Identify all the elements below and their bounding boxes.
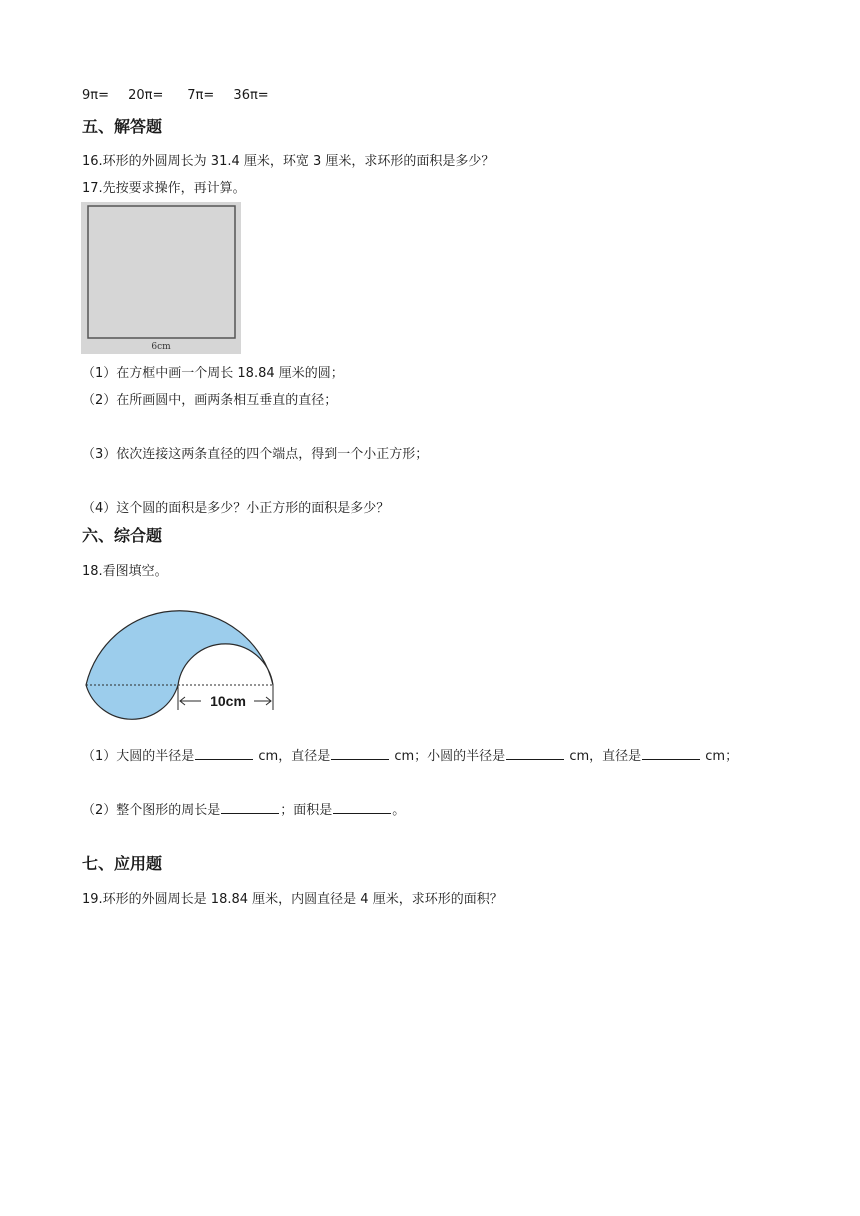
question-16: 16.环形的外圆周长为 31.4 厘米，环宽 3 厘米，求环形的面积是多少？ bbox=[82, 154, 495, 169]
question-17: 17.先按要求操作，再计算。 bbox=[82, 181, 246, 196]
step-4: （4）这个圆的面积是多少？小正方形的面积是多少？ bbox=[82, 501, 390, 516]
pi-expr: 20π= bbox=[128, 88, 164, 103]
answer-blank[interactable] bbox=[221, 801, 279, 814]
fill-text: cm，直径是 bbox=[565, 749, 642, 764]
section-heading: 七、应用题 bbox=[82, 854, 163, 873]
answer-blank[interactable] bbox=[331, 747, 389, 760]
crescent-figure bbox=[80, 585, 285, 733]
step-3: （3）依次连接这两条直径的四个端点，得到一个小正方形； bbox=[82, 447, 429, 462]
fill-text: ；面积是 bbox=[280, 803, 333, 818]
section-heading: 五、解答题 bbox=[82, 117, 163, 136]
fill-text: cm； bbox=[701, 749, 739, 764]
answer-blank[interactable] bbox=[333, 801, 391, 814]
fill-line-2 bbox=[82, 799, 405, 818]
pi-expr: 36π= bbox=[233, 88, 269, 103]
square-side-label: 6cm bbox=[151, 342, 171, 352]
fill-text: cm，直径是 bbox=[254, 749, 331, 764]
answer-blank[interactable] bbox=[506, 747, 564, 760]
answer-blank[interactable] bbox=[642, 747, 700, 760]
pi-expression-row bbox=[82, 88, 269, 103]
pi-expr: 7π= bbox=[187, 88, 215, 103]
question-18: 18.看图填空。 bbox=[82, 564, 168, 579]
fill-text: （1）大圆的半径是 bbox=[82, 749, 195, 764]
answer-blank[interactable] bbox=[195, 747, 253, 760]
section-heading: 六、综合题 bbox=[82, 526, 163, 545]
square-figure bbox=[81, 202, 241, 354]
fill-text: （2）整个图形的周长是 bbox=[82, 803, 221, 818]
step-2: （2）在所画圆中，画两条相互垂直的直径； bbox=[82, 393, 338, 408]
small-circle-diameter-label: 10cm bbox=[210, 693, 246, 709]
pi-expr: 9π= bbox=[82, 88, 109, 103]
fill-line-1 bbox=[82, 745, 738, 764]
step-1: （1）在方框中画一个周长 18.84 厘米的圆； bbox=[82, 366, 344, 381]
fill-text: 。 bbox=[392, 803, 406, 818]
question-19: 19.环形的外圆周长是 18.84 厘米，内圆直径是 4 厘米，求环形的面积？ bbox=[82, 892, 503, 907]
fill-text: cm；小圆的半径是 bbox=[390, 749, 506, 764]
